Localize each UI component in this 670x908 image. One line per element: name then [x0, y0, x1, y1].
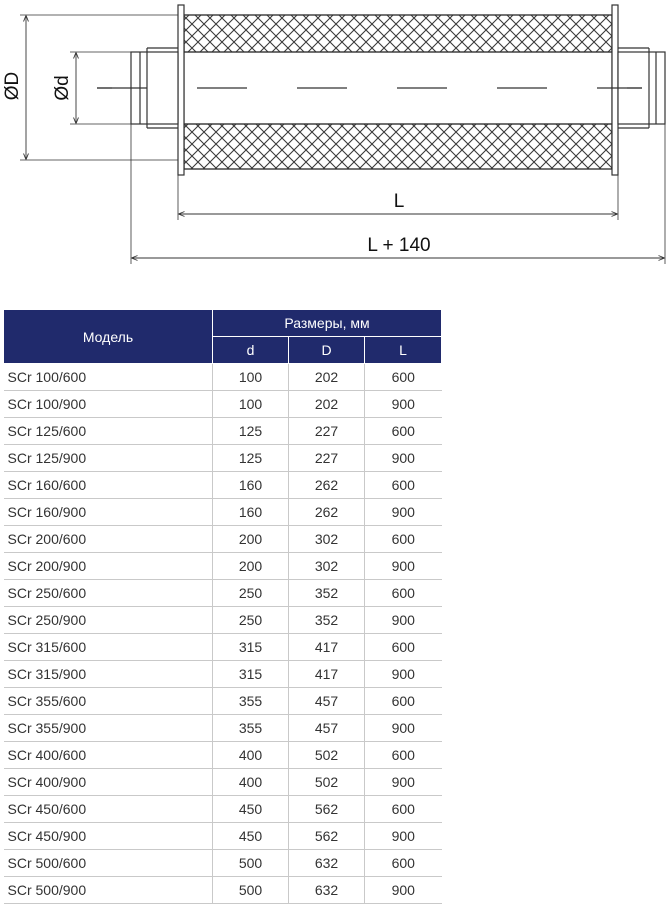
cell-L: 900 [365, 445, 442, 472]
cell-D: 632 [289, 850, 365, 877]
cell-model: SCr 355/600 [4, 688, 213, 715]
cell-D: 302 [289, 553, 365, 580]
cell-d: 315 [213, 661, 289, 688]
cell-L: 600 [365, 688, 442, 715]
cell-D: 417 [289, 661, 365, 688]
insulation-top [184, 15, 612, 52]
table-row [4, 796, 442, 823]
cell-D: 227 [289, 418, 365, 445]
cell-D: 562 [289, 796, 365, 823]
cell-d: 355 [213, 688, 289, 715]
cell-L: 600 [365, 580, 442, 607]
cell-L: 600 [365, 418, 442, 445]
table-row [4, 391, 442, 418]
cell-D: 302 [289, 526, 365, 553]
cell-d: 160 [213, 499, 289, 526]
table-row [4, 661, 442, 688]
cell-D: 457 [289, 715, 365, 742]
cell-L: 600 [365, 796, 442, 823]
cell-model: SCr 450/600 [4, 796, 213, 823]
cell-d: 450 [213, 823, 289, 850]
flange-right [612, 5, 618, 175]
cell-d: 125 [213, 418, 289, 445]
table-row [4, 418, 442, 445]
cell-L: 900 [365, 661, 442, 688]
cell-d: 500 [213, 850, 289, 877]
cell-model: SCr 400/900 [4, 769, 213, 796]
cell-D: 502 [289, 769, 365, 796]
cell-D: 262 [289, 472, 365, 499]
table-row [4, 742, 442, 769]
cell-model: SCr 315/900 [4, 661, 213, 688]
table-row [4, 445, 442, 472]
cell-L: 900 [365, 499, 442, 526]
cell-L: 900 [365, 391, 442, 418]
table-row [4, 715, 442, 742]
cell-d: 400 [213, 742, 289, 769]
table-row [4, 553, 442, 580]
cell-L: 600 [365, 634, 442, 661]
cell-L: 600 [365, 472, 442, 499]
table-row [4, 877, 442, 904]
flange-left [178, 5, 184, 175]
table-row [4, 526, 442, 553]
cell-D: 632 [289, 877, 365, 904]
cell-model: SCr 100/600 [4, 364, 213, 391]
cell-d: 500 [213, 877, 289, 904]
cell-L: 900 [365, 607, 442, 634]
dimensions-table [3, 309, 442, 904]
cell-D: 417 [289, 634, 365, 661]
cell-model: SCr 315/600 [4, 634, 213, 661]
cell-d: 100 [213, 364, 289, 391]
cell-D: 202 [289, 364, 365, 391]
cell-model: SCr 400/600 [4, 742, 213, 769]
cell-model: SCr 160/600 [4, 472, 213, 499]
cell-D: 202 [289, 391, 365, 418]
label-d: Ød [52, 75, 73, 101]
cell-D: 227 [289, 445, 365, 472]
table-row [4, 634, 442, 661]
cell-model: SCr 250/600 [4, 580, 213, 607]
cell-model: SCr 500/600 [4, 850, 213, 877]
table-row [4, 850, 442, 877]
insulation-bottom [184, 124, 612, 169]
table-row [4, 688, 442, 715]
cell-D: 502 [289, 742, 365, 769]
cell-d: 250 [213, 580, 289, 607]
header-col-D: D [289, 337, 365, 364]
cell-L: 600 [365, 850, 442, 877]
cell-model: SCr 355/900 [4, 715, 213, 742]
cell-model: SCr 500/900 [4, 877, 213, 904]
cell-D: 562 [289, 823, 365, 850]
header-col-L: L [365, 337, 442, 364]
cell-d: 100 [213, 391, 289, 418]
cell-L: 600 [365, 364, 442, 391]
cell-d: 160 [213, 472, 289, 499]
cell-d: 200 [213, 553, 289, 580]
cell-d: 315 [213, 634, 289, 661]
cell-L: 600 [365, 742, 442, 769]
cell-L: 900 [365, 877, 442, 904]
label-L: L [393, 191, 405, 212]
cell-model: SCr 200/600 [4, 526, 213, 553]
cell-D: 352 [289, 580, 365, 607]
cell-model: SCr 125/900 [4, 445, 213, 472]
cell-d: 250 [213, 607, 289, 634]
cell-D: 457 [289, 688, 365, 715]
cell-model: SCr 160/900 [4, 499, 213, 526]
header-model: Модель [4, 310, 213, 364]
cell-L: 900 [365, 715, 442, 742]
cell-model: SCr 450/900 [4, 823, 213, 850]
header-col-d: d [213, 337, 289, 364]
table-row [4, 607, 442, 634]
cell-L: 900 [365, 769, 442, 796]
cell-L: 900 [365, 553, 442, 580]
cell-model: SCr 250/900 [4, 607, 213, 634]
cell-d: 125 [213, 445, 289, 472]
cell-d: 200 [213, 526, 289, 553]
cell-d: 400 [213, 769, 289, 796]
cell-model: SCr 100/900 [4, 391, 213, 418]
label-L-plus-140: L + 140 [367, 235, 431, 256]
cell-model: SCr 125/600 [4, 418, 213, 445]
cell-d: 450 [213, 796, 289, 823]
cell-d: 355 [213, 715, 289, 742]
table-row [4, 472, 442, 499]
table-row [4, 580, 442, 607]
cell-D: 352 [289, 607, 365, 634]
label-D: ØD [2, 71, 23, 101]
silencer-drawing [0, 0, 670, 300]
table-row [4, 769, 442, 796]
table-row [4, 364, 442, 391]
cell-D: 262 [289, 499, 365, 526]
table-row [4, 499, 442, 526]
cell-model: SCr 200/900 [4, 553, 213, 580]
header-sizes: Размеры, мм [213, 310, 442, 337]
cell-L: 600 [365, 526, 442, 553]
cell-L: 900 [365, 823, 442, 850]
table-row [4, 823, 442, 850]
